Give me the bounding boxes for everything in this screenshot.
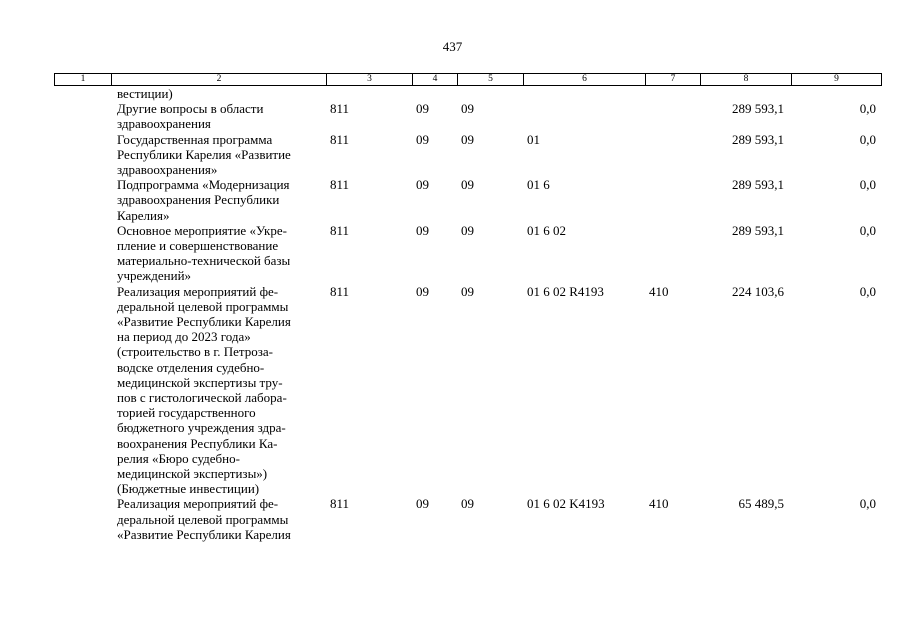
column-number-header (54, 73, 882, 86)
header-col-1: 1 (55, 74, 112, 86)
header-col-4: 4 (413, 74, 458, 86)
cell-col-6: 01 6 (527, 177, 550, 193)
cell-col-9: 0,0 (859, 222, 876, 238)
cell-col-9: 0,0 (859, 131, 876, 147)
table-row (0, 223, 905, 284)
cell-col-4: 09 (416, 101, 429, 117)
cell-col-4: 09 (416, 222, 429, 238)
cell-col-3: 811 (330, 496, 350, 512)
row-name: Основное мероприятие «Укре- пление и совершенствование материально-технической базы учреждений» (117, 222, 291, 284)
header-col-6: 6 (524, 74, 646, 86)
header-col-9: 9 (792, 74, 882, 86)
cell-col-4: 09 (416, 283, 429, 299)
table-row (0, 284, 905, 497)
table-row (0, 86, 905, 101)
header-col-7: 7 (646, 74, 701, 86)
table-body (0, 86, 905, 542)
cell-col-3: 811 (330, 131, 350, 147)
cell-col-6: 01 6 02 R4193 (527, 283, 604, 299)
row-name: вестиции) (117, 86, 173, 101)
cell-col-9: 0,0 (859, 177, 876, 193)
header-col-8: 8 (701, 74, 792, 86)
cell-col-6: 01 (527, 131, 540, 147)
cell-col-8: 224 103,6 (732, 283, 784, 299)
cell-col-4: 09 (416, 131, 429, 147)
cell-col-5: 09 (461, 177, 474, 193)
cell-col-6: 01 6 02 (527, 222, 566, 238)
table-row (0, 496, 905, 542)
cell-col-8: 289 593,1 (732, 177, 784, 193)
cell-col-8: 289 593,1 (732, 222, 784, 238)
row-name: Реализация мероприятий фе- деральной целевой программы «Развитие Республики Карелия (117, 496, 291, 542)
cell-col-5: 09 (461, 222, 474, 238)
table-row (0, 177, 905, 223)
cell-col-8: 65 489,5 (738, 496, 784, 512)
page-number: 437 (442, 39, 463, 54)
cell-col-5: 09 (461, 496, 474, 512)
cell-col-9: 0,0 (859, 496, 876, 512)
table-row (0, 132, 905, 178)
cell-col-9: 0,0 (859, 283, 876, 299)
header-col-5: 5 (458, 74, 524, 86)
cell-col-3: 811 (330, 101, 350, 117)
row-name: Подпрограмма «Модернизация здравоохранения Республики Карелия» (117, 177, 290, 223)
row-name: Реализация мероприятий фе- деральной целевой программы «Развитие Республики Карелия на период до 2023 года» (строительство в г. Петроза- водске отделения судебно- медицинской экспертизы тру- пов с гистологической лабора- торией государственного бюджетного учреждения здра- воохранения Республики Ка- релия «Бюро судебно- медицинской экспертизы») (Бюджетные инвестиции) (117, 283, 291, 497)
cell-col-4: 09 (416, 496, 429, 512)
cell-col-5: 09 (461, 131, 474, 147)
table-row (0, 101, 905, 131)
cell-col-8: 289 593,1 (732, 101, 784, 117)
cell-col-3: 811 (330, 222, 350, 238)
cell-col-7: 410 (649, 496, 669, 512)
cell-col-3: 811 (330, 177, 350, 193)
row-name: Другие вопросы в области здравоохранения (117, 101, 264, 132)
cell-col-3: 811 (330, 283, 350, 299)
cell-col-6: 01 6 02 K4193 (527, 496, 605, 512)
cell-col-7: 410 (649, 283, 669, 299)
cell-col-5: 09 (461, 283, 474, 299)
cell-col-5: 09 (461, 101, 474, 117)
header-col-3: 3 (327, 74, 413, 86)
cell-col-8: 289 593,1 (732, 131, 784, 147)
row-name: Государственная программа Республики Карелия «Развитие здравоохранения» (117, 131, 291, 178)
cell-col-4: 09 (416, 177, 429, 193)
cell-col-9: 0,0 (859, 101, 876, 117)
header-col-2: 2 (112, 74, 327, 86)
